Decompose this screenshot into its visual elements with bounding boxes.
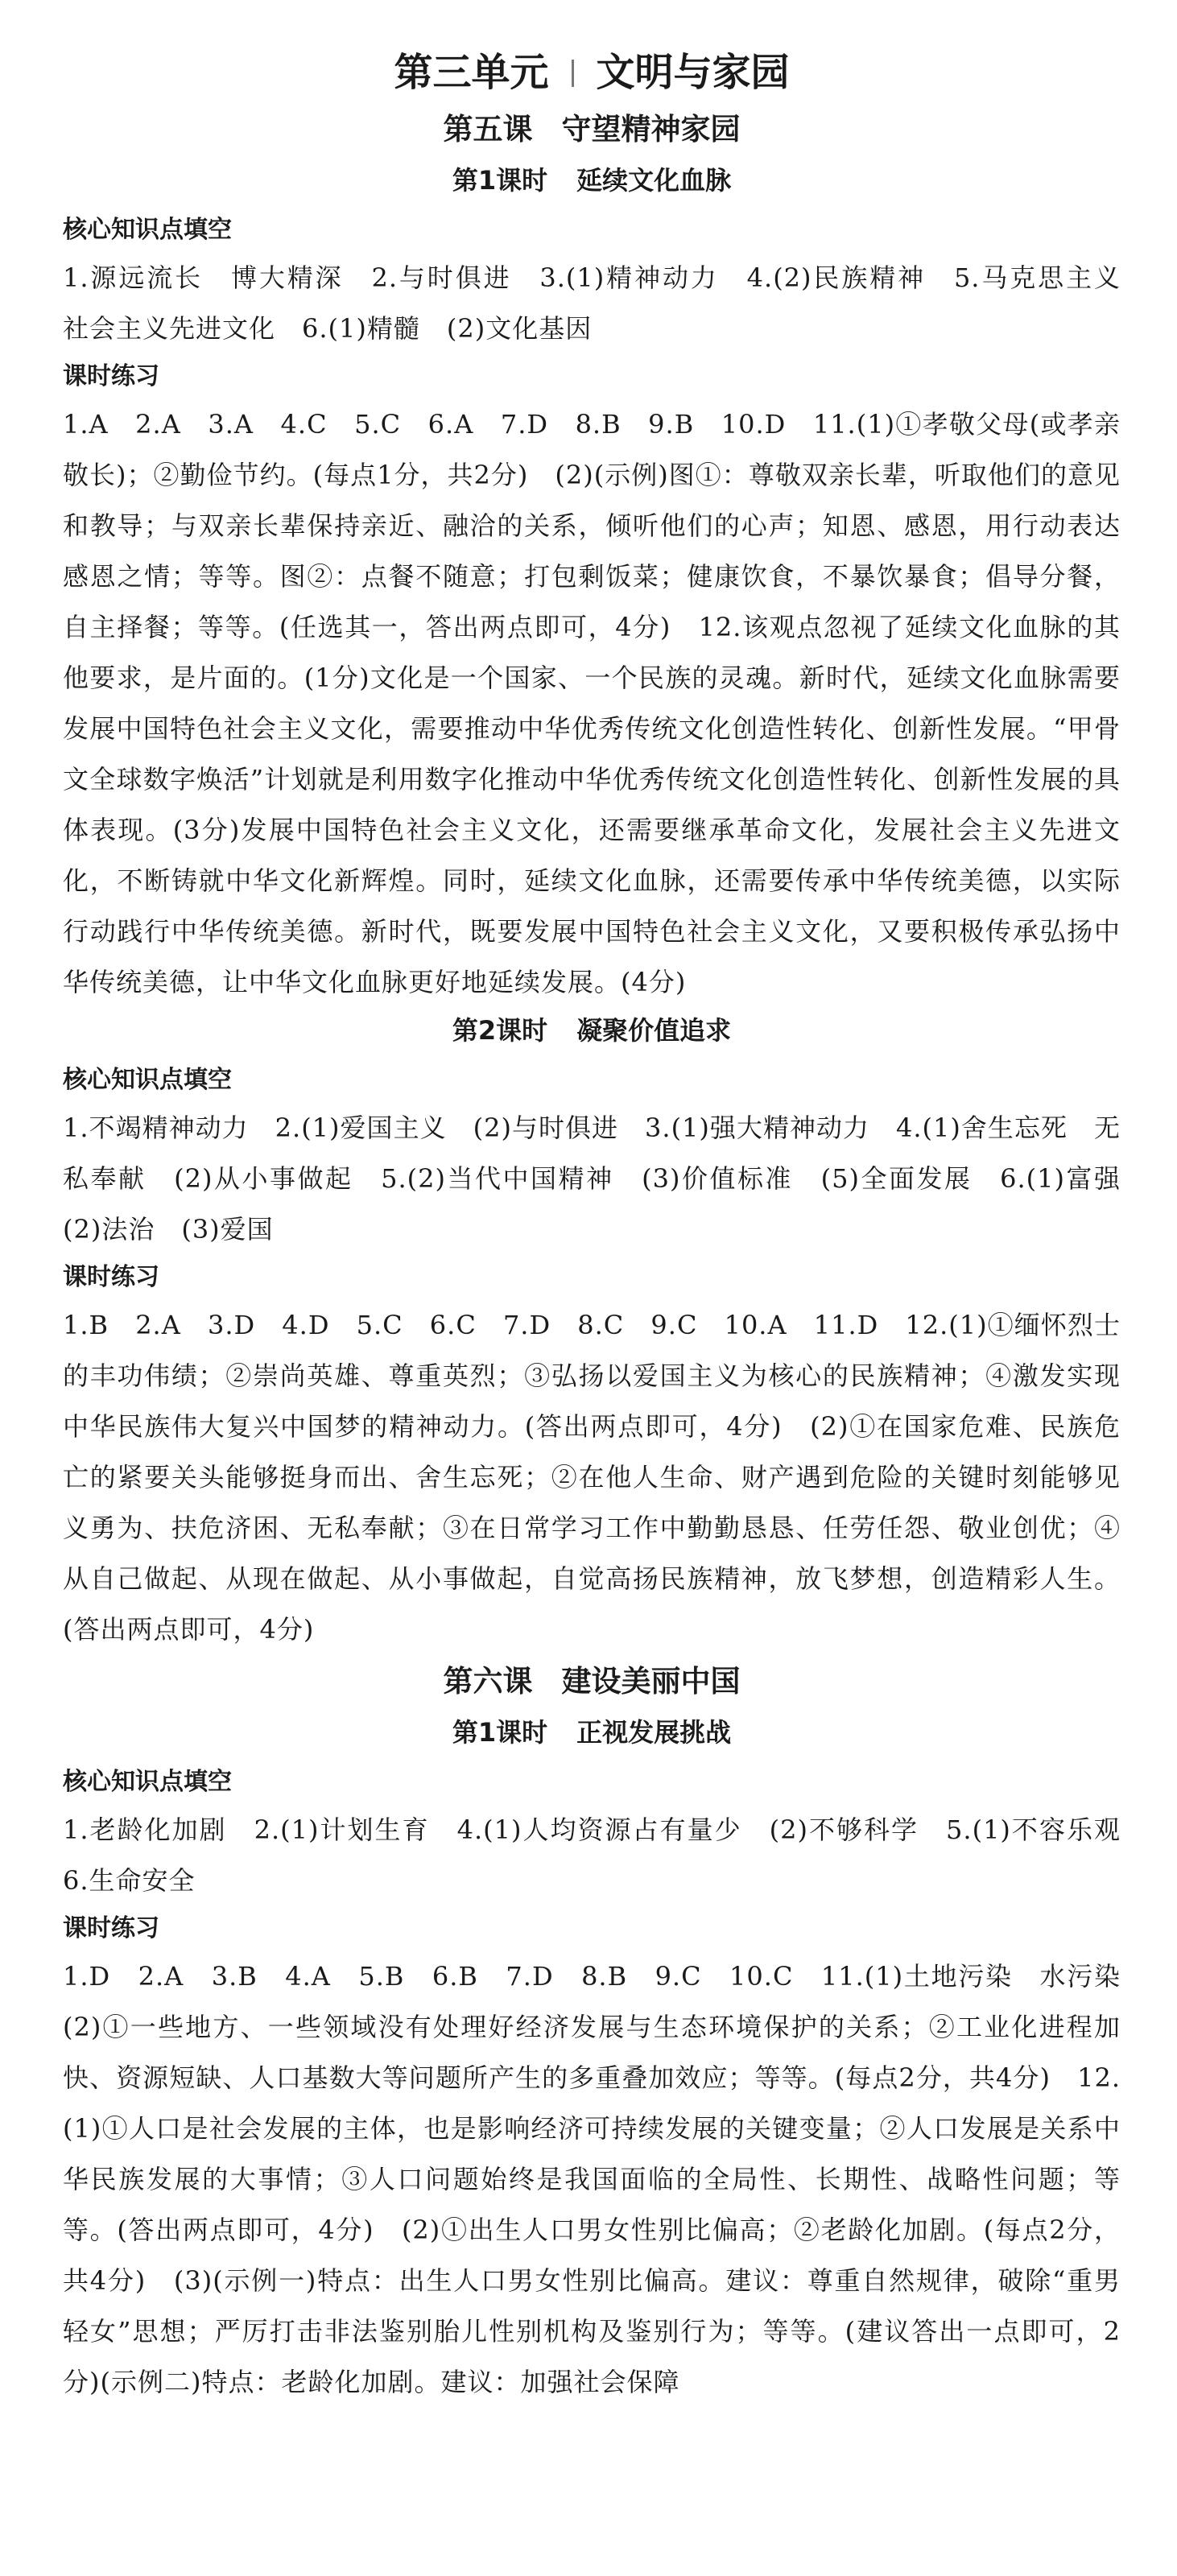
period-number: 第1课时 (452, 165, 548, 196)
practice-heading: 课时练习 (63, 362, 159, 390)
period-title (63, 158, 1121, 203)
period-title (63, 1710, 1121, 1755)
lesson-name: 建设美丽中国 (561, 1664, 741, 1699)
knowledge-answers: 1.源远流长 博大精深 2.与时俱进 3.(1)精神动力 4.(2)民族精神 5.马克思主义 社会主义先进文化 6.(1)精髓 (2)文化基因 (63, 262, 1148, 344)
period-name: 凝聚价值追求 (576, 1015, 732, 1046)
lesson-title (63, 108, 1121, 151)
lesson-number: 第五课 (443, 112, 533, 147)
knowledge-heading: 核心知识点填空 (63, 1066, 232, 1094)
practice-answers: 1.A 2.A 3.A 4.C 5.C 6.A 7.D 8.B 9.B 10.D 11.(1)①孝敬父母(或孝亲敬长)；②勤俭节约。(每点1分，共2分) (2)(示例)图①：尊敬双亲长辈，听取他们的意见和教导；与双亲长辈保持亲近、融洽的关系，倾听他们的心声；知恩、感恩，用行动表达感恩之情；等等。图②：点餐不随意；打包剩饭菜；健康饮食，不暴饮暴食；倡导分餐，自主择餐；等等。(任选其一，答出两点即可，4分) 12.该观点忽视了延续文化血脉的其他要求，是片面的。(1分)文化是一个国家、一个民族的灵魂。新时代，延续文化血脉需要发展中国特色社会主义文化，需要推动中华优秀传统文化创造性转化、创新性发展。“甲骨文全球数字焕活”计划就是利用数字化推动中华优秀传统文化创造性转化、创新性发展的具体表现。(3分)发展中国特色社会主义文化，还需要继承革命文化，发展社会主义先进文化，不断铸就中华文化新辉煌。同时，延续文化血脉，还需要传承中华传统美德，以实际行动践行中华传统美德。新时代，既要发展中国特色社会主义文化，又要积极传承弘扬中华传统美德，让中华文化血脉更好地延续发展。(4分) (63, 409, 1121, 997)
lesson-title (63, 1660, 1121, 1703)
knowledge-heading: 核心知识点填空 (63, 216, 232, 244)
knowledge-answers: 1.不竭精神动力 2.(1)爱国主义 (2)与时俱进 3.(1)强大精神动力 4.(1)舍生忘死 无私奉献 (2)从小事做起 5.(2)当代中国精神 (3)价值标准 (5)全面发展 6.(1)富强 (2)法治 (3)爱国 (63, 1113, 1148, 1245)
title-divider (572, 60, 574, 87)
practice-heading: 课时练习 (63, 1263, 159, 1291)
unit-name: 文明与家园 (596, 50, 790, 95)
knowledge-answers: 1.老龄化加剧 2.(1)计划生育 4.(1)人均资源占有量少 (2)不够科学 5.(1)不容乐观 6.生命安全 (63, 1814, 1148, 1896)
lesson-name: 守望精神家园 (561, 112, 741, 147)
period-name: 正视发展挑战 (576, 1717, 732, 1748)
unit-number: 第三单元 (394, 50, 549, 95)
knowledge-heading: 核心知识点填空 (63, 1768, 232, 1796)
practice-answers: 1.B 2.A 3.D 4.D 5.C 6.C 7.D 8.C 9.C 10.A 11.D 12.(1)①缅怀烈士的丰功伟绩；②崇尚英雄、尊重英烈；③弘扬以爱国主义为核心的民族精神；④激发实现中华民族伟大复兴中国梦的精神动力。(答出两点即可，4分) (2)①在国家危难、民族危亡的紧要关头能够挺身而出、舍生忘死；②在他人生命、财产遇到危险的关键时刻能够见义勇为、扶危济困、无私奉献；③在日常学习工作中勤勤恳恳、任劳任怨、敬业创优；④从自己做起、从现在做起、从小事做起，自觉高扬民族精神，放飞梦想，创造精彩人生。(答出两点即可，4分) (63, 1310, 1121, 1645)
period-number: 第2课时 (452, 1015, 548, 1046)
practice-heading: 课时练习 (63, 1914, 159, 1942)
practice-answers: 1.D 2.A 3.B 4.A 5.B 6.B 7.D 8.B 9.C 10.C 11.(1)土地污染 水污染 (2)①一些地方、一些领域没有处理好经济发展与生态环境保护的关系；②工业化进程加快、资源短缺、人口基数大等问题所产生的多重叠加效应；等等。(每点2分，共4分) 12.(1)①人口是社会发展的主体，也是影响经济可持续发展的关键变量；②人口发展是关系中华民族发展的大事情；③人口问题始终是我国面临的全局性、长期性、战略性问题；等等。(答出两点即可，4分) (2)①出生人口男女性别比偏高；②老龄化加剧。(每点2分，共4分) (3)(示例一)特点：出生人口男女性别比偏高。建议：尊重自然规律，破除“重男轻女”思想；严厉打击非法鉴别胎儿性别机构及鉴别行为；等等。(建议答出一点即可，2分)(示例二)特点：老龄化加剧。建议：加强社会保障 (63, 1961, 1148, 2397)
unit-title (63, 48, 1121, 97)
lesson-number: 第六课 (443, 1664, 533, 1699)
period-number: 第1课时 (452, 1717, 548, 1748)
period-name: 延续文化血脉 (576, 165, 732, 196)
period-title (63, 1008, 1121, 1053)
